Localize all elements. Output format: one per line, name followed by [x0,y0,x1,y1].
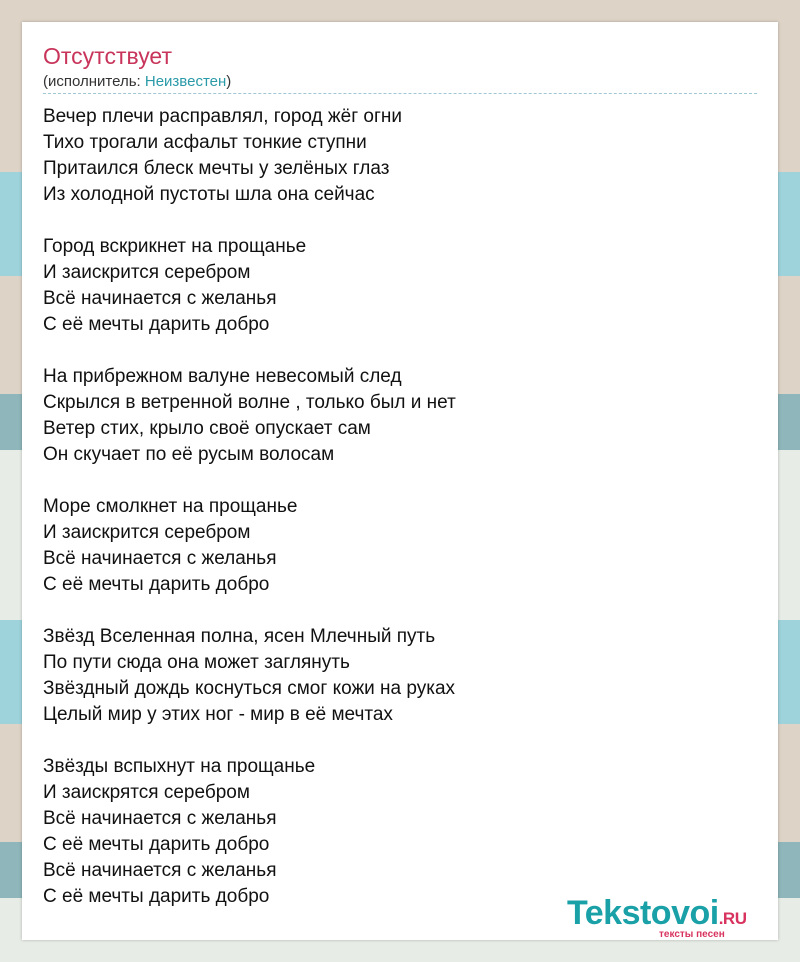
performer-suffix: ) [226,73,232,90]
lyric-line: С её мечты дарить добро [43,574,270,595]
lyric-line: Звёздный дождь коснуться смог кожи на руках [43,678,456,699]
stanza-gap [43,598,743,624]
stanza-gap [43,728,743,754]
lyric-line: Он скучает по её русым волосам [43,444,335,465]
title-divider [43,93,757,94]
artist-link[interactable]: Неизвестен [144,73,227,90]
lyric-line: И заискрятся серебром [43,782,250,803]
stanza-gap [43,208,743,234]
lyric-line: Скрылся в ветренной волне , только был и нет [43,392,456,413]
lyric-line: Притаился блеск мечты у зелёных глаз [43,158,390,179]
lyric-line: По пути сюда она может заглянуть [43,652,350,673]
lyric-line: Тихо трогали асфальт тонкие ступни [43,132,367,153]
lyric-line: Всё начинается с желанья [43,548,277,569]
lyric-line: На прибрежном валуне невесомый след [43,366,402,387]
lyric-line: Море смолкнет на прощанье [43,496,298,517]
stanza-gap [43,338,743,364]
lyric-line: Звёзд Вселенная полна, ясен Млечный путь [43,626,436,647]
lyric-line: С её мечты дарить добро [43,314,270,335]
lyric-line: Звёзды вспыхнут на прощанье [43,756,316,777]
performer-prefix: (исполнитель: [43,73,145,90]
stanza-gap [43,468,743,494]
lyric-line: Город вскрикнет на прощанье [43,236,307,257]
lyric-line: Вечер плечи расправлял, город жёг огни [43,106,403,127]
lyric-line: Всё начинается с желанья [43,288,277,309]
performer-line [43,72,231,92]
song-title: Отсутствует [43,43,172,69]
logo-main-text: Tekstovoi [567,894,719,932]
lyric-line: И заискрится серебром [43,262,251,283]
lyric-line: Всё начинается с желанья [43,808,277,829]
logo-tagline: тексты песен [659,929,725,940]
lyric-line: И заискрится серебром [43,522,251,543]
lyric-line: Из холодной пустоты шла она сейчас [43,184,375,205]
lyric-line: С её мечты дарить добро [43,834,270,855]
site-logo[interactable] [567,894,777,942]
lyrics-body [43,104,743,910]
lyric-line: Всё начинается с желанья [43,860,277,881]
lyric-line: Ветер стих, крыло своё опускает сам [43,418,371,439]
logo-domain: .RU [718,909,747,928]
lyrics-card [22,22,778,940]
lyric-line: С её мечты дарить добро [43,886,270,907]
lyric-line: Целый мир у этих ног - мир в её мечтах [43,704,393,725]
